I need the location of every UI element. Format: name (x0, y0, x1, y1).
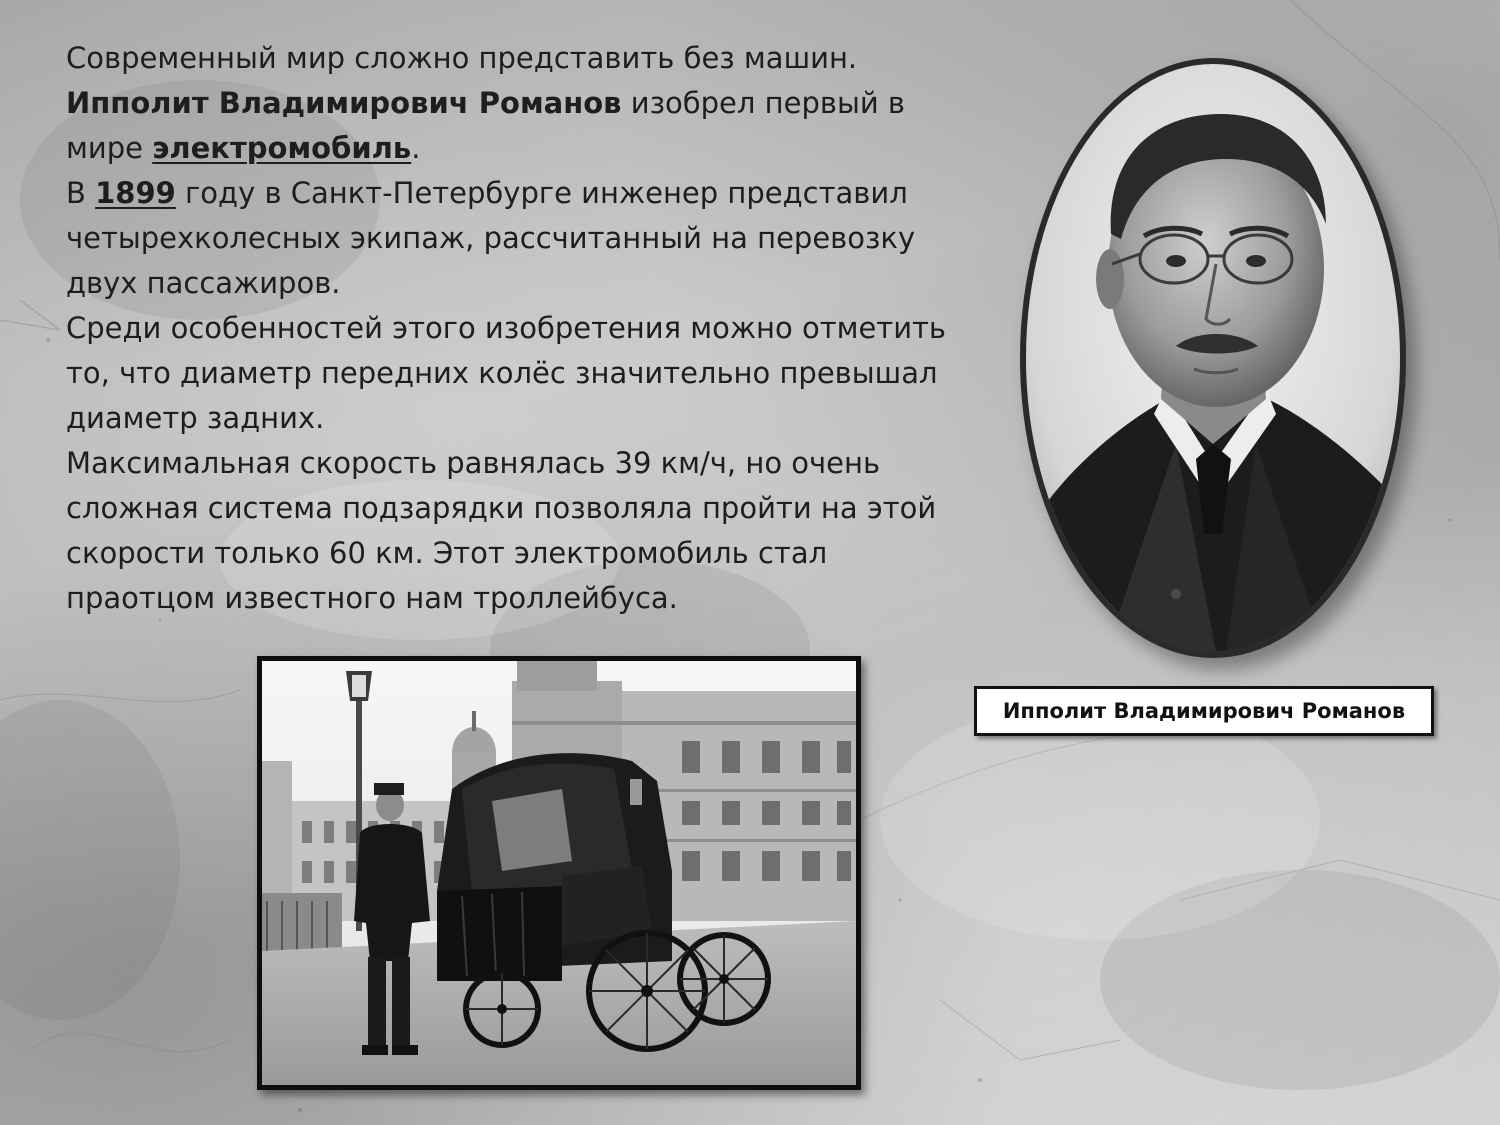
features-paragraph: Среди особенностей этого изобретения можно отметить то, что диаметр передних колёс значительно превышал диаметр задних. (66, 311, 947, 435)
invented-phrase: изобрел первый в мире (66, 86, 906, 165)
electromobile-image (262, 661, 856, 1085)
inventor-name: Ипполит Владимирович Романов (66, 86, 622, 120)
invention-term: электромобиль (152, 131, 412, 165)
main-text (66, 36, 966, 621)
year-prefix: В (66, 176, 96, 210)
year-suffix: году в Санкт-Петербурге инженер представил четырехколесных экипаж, рассчитанный на перевозку двух пассажиров. (66, 176, 916, 300)
year-paragraph (66, 171, 966, 306)
invention-paragraph (66, 81, 966, 171)
speed-paragraph: Максимальная скорость равнялась 39 км/ч, но очень сложная система подзарядки позволяла пройти на этой скорости только 60 км. Этот электромобиль стал праотцом известного нам троллейбуса. (66, 446, 937, 615)
intro-line: Современный мир сложно представить без машин. (66, 41, 858, 75)
portrait-image (1026, 64, 1400, 652)
period: . (411, 131, 421, 165)
year: 1899 (95, 176, 176, 210)
portrait-frame (1020, 58, 1406, 658)
portrait-caption: Ипполит Владимирович Романов (974, 686, 1434, 736)
electromobile-photo (257, 656, 861, 1090)
